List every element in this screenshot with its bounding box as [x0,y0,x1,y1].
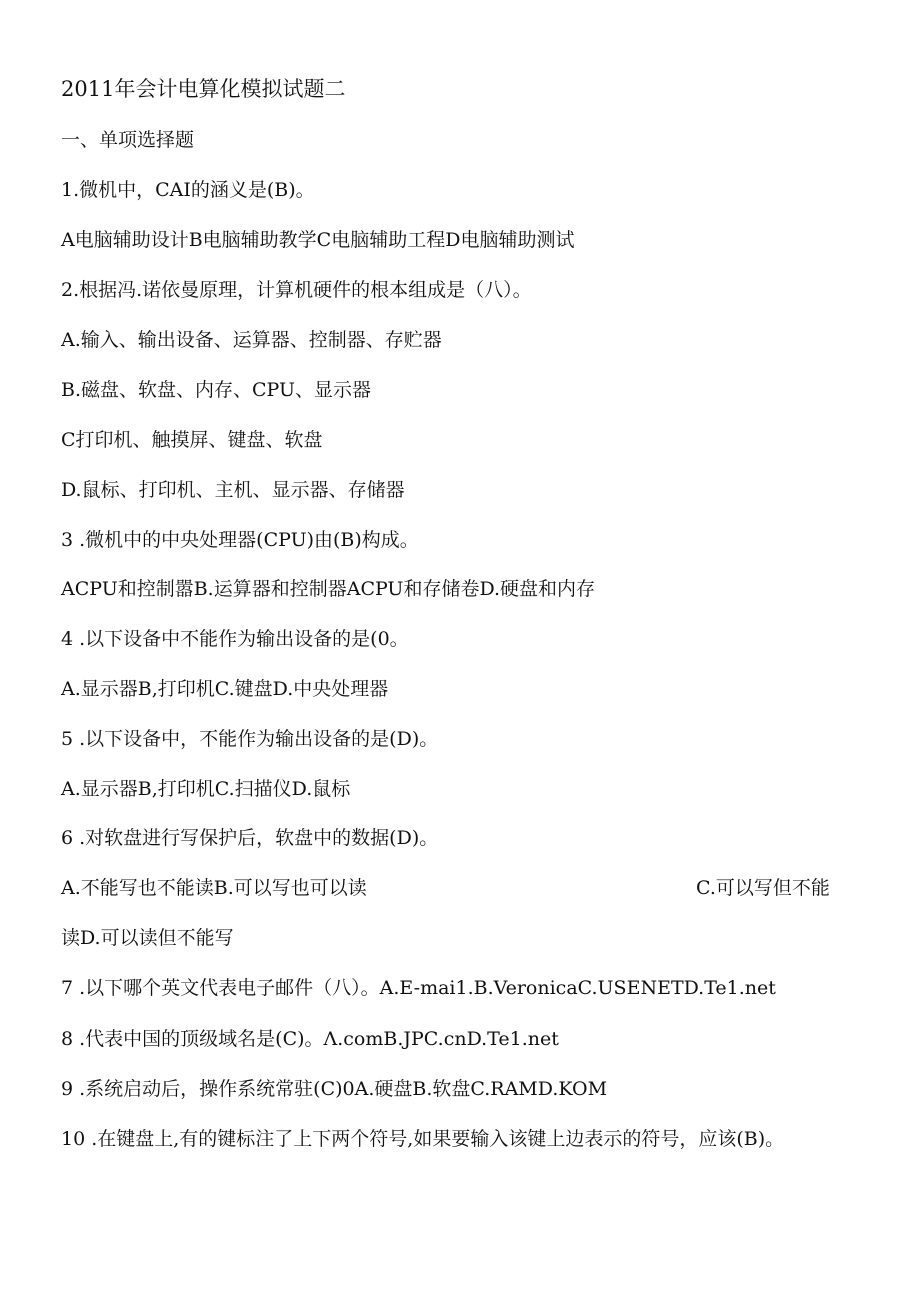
question-6-options-continued: 读D.可以读但不能写 [61,927,234,949]
question-2-option-b: B.磁盘、软盘、内存、CPU、显示器 [61,379,372,401]
question-6-options-left: A.不能写也不能读B.可以写也可以读 [61,877,367,899]
question-5: 5 .以下设备中，不能作为输出设备的是(D)。 [61,728,439,750]
question-4: 4 .以下设备中不能作为输出设备的是(0。 [61,628,409,650]
question-10: 10 .在键盘上,有的键标注了上下两个符号,如果要输入该键上边表示的符号，应该(B)。 [61,1128,785,1150]
question-2-option-d: D.鼠标、打印机、主机、显示器、存储器 [61,479,405,501]
section-heading: 一、单项选择题 [61,129,195,151]
question-4-options: A.显示器B,打印机C.键盘D.中央处理器 [61,678,389,700]
question-3-options: ACPU和控制嚣B.运算器和控制器ACPU和存储卷D.硬盘和内存 [61,578,596,600]
question-2-option-a: A.输入、输出设备、运算器、控制器、存贮器 [61,329,442,351]
question-7: 7 .以下哪个英文代表电子邮件（八）。A.E-mai1.B.VeronicaC.USENETD.Te1.net [61,977,776,999]
question-1: 1.微机中，CAI的涵义是(B)。 [61,179,315,201]
question-2: 2.根据冯.诺依曼原理，计算机硬件的根本组成是（八）。 [61,279,532,301]
question-6-options-right: C.可以写但不能 [696,877,830,899]
question-8: 8 .代表中国的顶级域名是(C)。Λ.comB.JPC.cnD.Te1.net [61,1028,559,1050]
question-5-options: A.显示器B,打印机C.扫描仪D.鼠标 [61,778,351,800]
question-1-options: A电脑辅助设计B电脑辅助教学C电脑辅助工程D电脑辅助测试 [61,229,575,251]
question-9: 9 .系统启动后，操作系统常驻(C)0A.硬盘B.软盘C.RAMD.KOM [61,1078,608,1100]
question-3: 3 .微机中的中央处理器(CPU)由(B)构成。 [61,529,419,551]
question-6: 6 .对软盘进行写保护后，软盘中的数据(D)。 [61,827,439,849]
question-2-option-c: C打印机、触摸屏、键盘、软盘 [61,429,323,451]
document-title: 2011年会计电算化模拟试题二 [61,77,346,101]
